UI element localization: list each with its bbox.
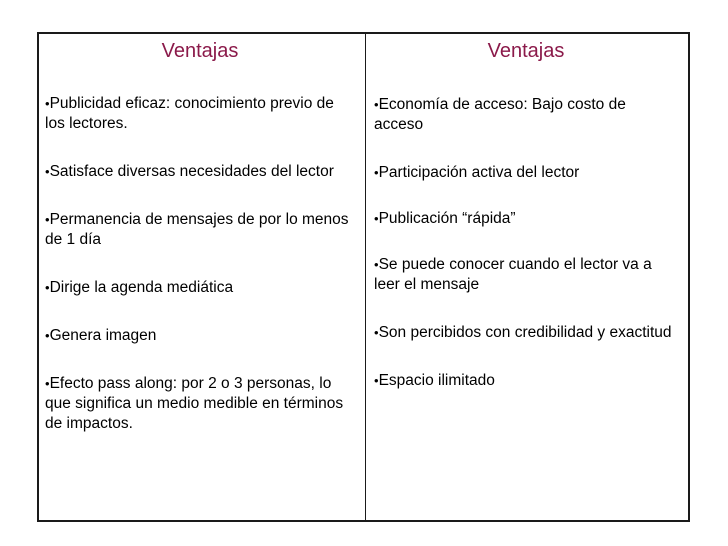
left-item-text: Permanencia de mensajes de por lo menos de 1 día xyxy=(45,211,349,248)
right-item-text: Economía de acceso: Bajo costo de acceso xyxy=(374,96,626,133)
bullet: • xyxy=(374,325,379,340)
right-column-title: Ventajas xyxy=(487,40,565,62)
right-column xyxy=(366,34,688,520)
right-item-2 xyxy=(374,163,678,183)
comparison-table xyxy=(37,32,690,522)
left-item-1 xyxy=(45,94,355,134)
right-item-text: Publicación “rápida” xyxy=(378,210,516,227)
right-item-4 xyxy=(374,255,678,295)
bullet: • xyxy=(374,373,379,388)
right-item-3 xyxy=(374,209,678,229)
bullet: • xyxy=(374,97,379,112)
right-advantages-list xyxy=(374,95,678,391)
right-item-text: Se puede conocer cuando el lector va a leer el mensaje xyxy=(374,256,652,293)
bullet: • xyxy=(374,165,379,180)
left-advantages-list xyxy=(45,94,355,434)
left-item-text: Efecto pass along: por 2 o 3 personas, lo que significa un medio medible en términos de impactos. xyxy=(45,375,344,432)
right-item-1 xyxy=(374,95,678,135)
left-item-2 xyxy=(45,162,355,182)
left-item-text: Dirige la agenda mediática xyxy=(49,279,234,296)
right-item-5 xyxy=(374,323,678,343)
right-item-text: Espacio ilimitado xyxy=(378,372,495,389)
left-item-4 xyxy=(45,278,355,298)
left-column xyxy=(39,34,366,520)
right-item-text: Participación activa del lector xyxy=(378,164,580,181)
left-column-title: Ventajas xyxy=(161,40,239,62)
left-item-text: Publicidad eficaz: conocimiento previo de los lectores. xyxy=(45,95,334,132)
left-item-text: Genera imagen xyxy=(49,327,157,344)
bullet: • xyxy=(45,280,50,295)
bullet: • xyxy=(45,212,50,227)
right-item-6 xyxy=(374,371,678,391)
bullet: • xyxy=(374,257,379,272)
left-item-5 xyxy=(45,326,355,346)
left-item-text: Satisface diversas necesidades del lector xyxy=(49,163,334,180)
bullet: • xyxy=(45,376,50,391)
bullet: • xyxy=(45,328,50,343)
bullet: • xyxy=(45,164,50,179)
bullet: • xyxy=(374,211,379,226)
bullet: • xyxy=(45,96,50,111)
right-item-text: Son percibidos con credibilidad y exactitud xyxy=(378,324,672,341)
left-item-6 xyxy=(45,374,355,434)
left-item-3 xyxy=(45,210,355,250)
